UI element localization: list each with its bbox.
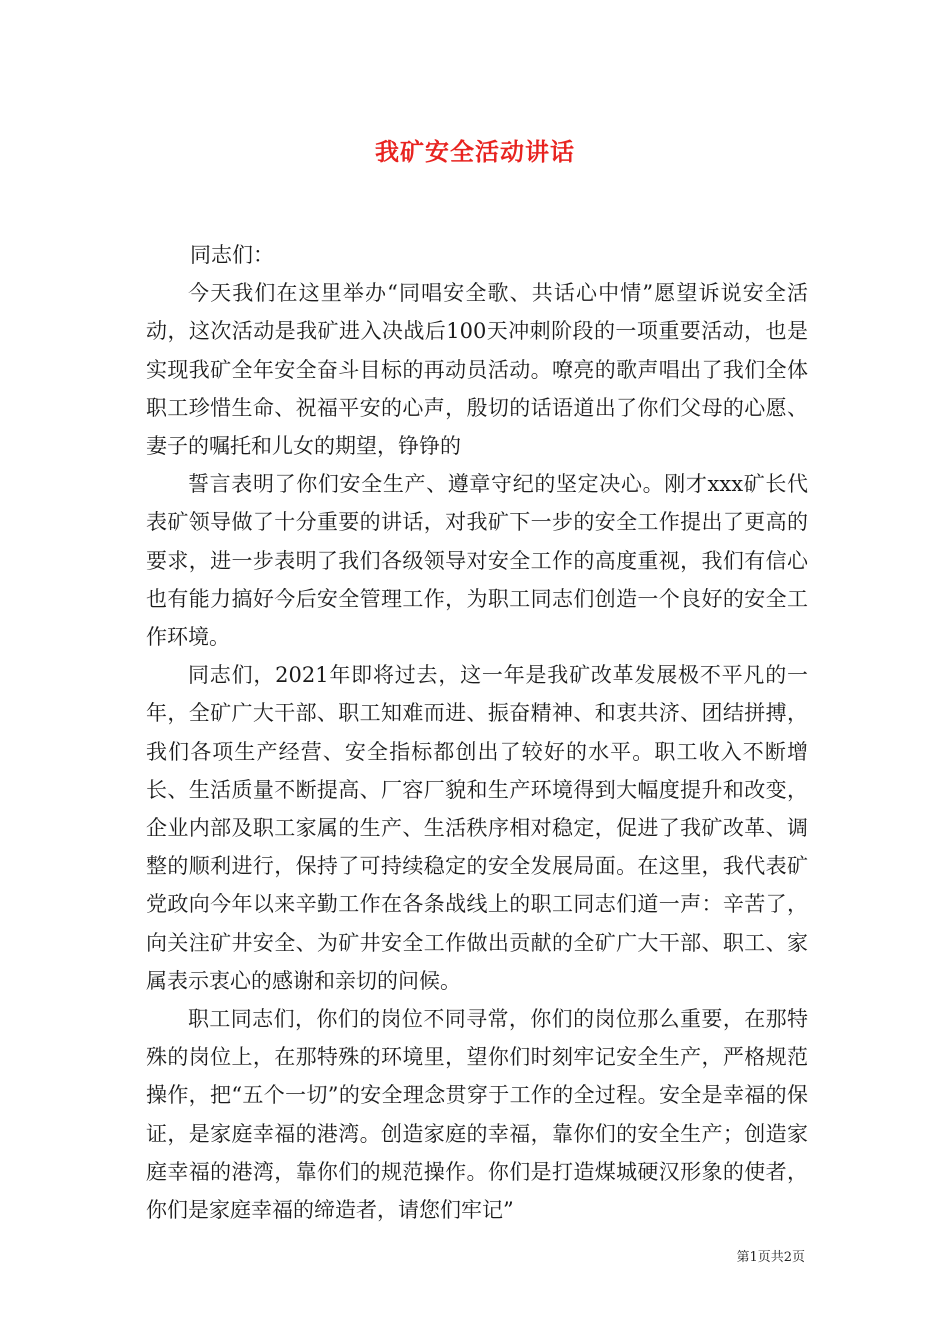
document-body: [146, 236, 808, 1229]
paragraph-1: 今天我们在这里举办“同唱安全歌、共话心中情”愿望诉说安全活动，这次活动是我矿进入决战后100天冲刺阶段的一项重要活动，也是实现我矿全年安全奋斗目标的再动员活动。嘹亮的歌声唱出了我们全体职工珍惜生命、祝福平安的心声，殷切的话语道出了你们父母的心愿、妻子的嘱托和儿女的期望，铮铮的: [146, 281, 808, 459]
page-number: 第1页共2页: [736, 1250, 805, 1265]
paragraph-3: 同志们，2021年即将过去，这一年是我矿改革发展极不平凡的一年，全矿广大干部、职工知难而进、振奋精神、和衷共济、团结拼搏，我们各项生产经营、安全指标都创出了较好的水平。职工收入不断增长、生活质量不断提高、厂容厂貌和生产环境得到大幅度提升和改变，企业内部及职工家属的生产、生活秩序相对稳定，促进了我矿改革、调整的顺利进行，保持了可持续稳定的安全发展局面。在这里，我代表矿党政向今年以来辛勤工作在各条战线上的职工同志们道一声：辛苦了，向关注矿井安全、为矿井安全工作做出贡献的全矿广大干部、职工、家属表示衷心的感谢和亲切的问候。: [146, 663, 808, 993]
paragraph-2: 誓言表明了你们安全生产、遵章守纪的坚定决心。刚才xxx矿长代表矿领导做了十分重要的讲话，对我矿下一步的安全工作提出了更高的要求，进一步表明了我们各级领导对安全工作的高度重视，我们有信心也有能力搞好今后安全管理工作，为职工同志们创造一个良好的安全工作环境。: [146, 472, 808, 650]
paragraph-4: 职工同志们，你们的岗位不同寻常，你们的岗位那么重要，在那特殊的岗位上，在那特殊的环境里，望你们时刻牢记安全生产，严格规范操作，把“五个一切”的安全理念贯穿于工作的全过程。安全是幸福的保证，是家庭幸福的港湾。创造家庭的幸福，靠你们的安全生产；创造家庭幸福的港湾，靠你们的规范操作。你们是打造煤城硬汉形象的使者，你们是家庭幸福的缔造者，请您们牢记”: [146, 1007, 808, 1223]
greeting: 同志们：: [190, 243, 274, 267]
document-title: 我矿安全活动讲话: [375, 137, 575, 166]
